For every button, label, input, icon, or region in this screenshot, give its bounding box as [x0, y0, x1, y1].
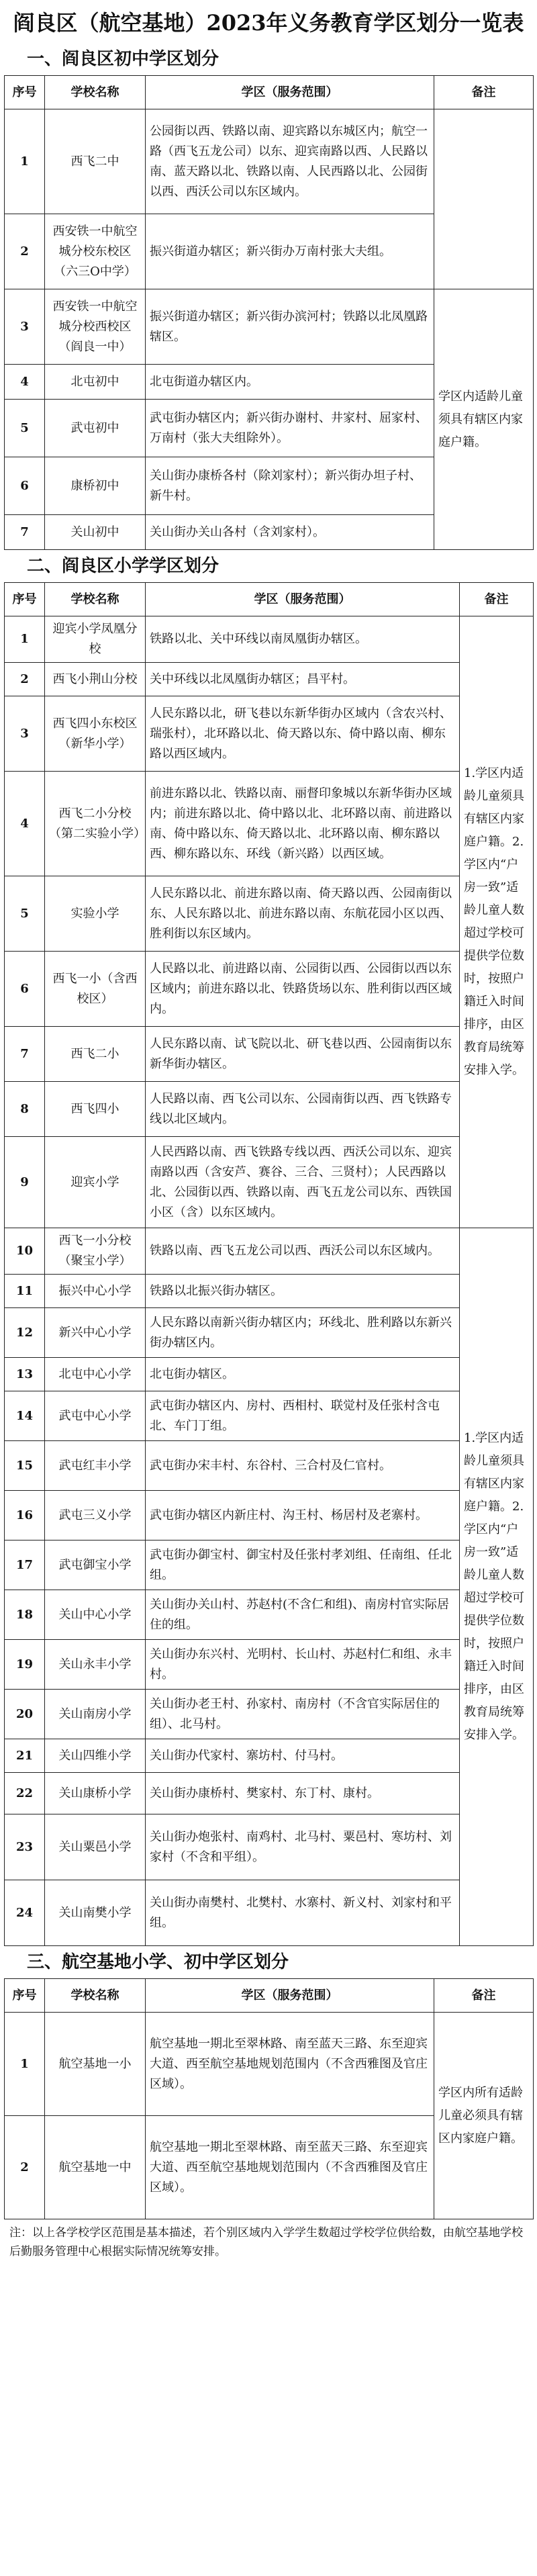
table-row [5, 2013, 534, 2116]
school-name: 西飞二小 [45, 1027, 146, 1082]
header-note: 备注 [460, 583, 534, 616]
row-number: 22 [5, 1773, 45, 1814]
note-text: 1.学区内适龄儿童须具有辖区内家庭户籍。2.学区内“户房一致”适龄儿童人数超过学校可提供学位数时，按照户籍迁入时间排序，由区教育局统筹安排入学。 [464, 766, 524, 1077]
school-name: 北屯中心小学 [45, 1358, 146, 1391]
table-row [5, 876, 534, 952]
school-name: 航空基地一小 [45, 2013, 146, 2116]
school-name: 康桥初中 [45, 457, 146, 515]
header-school: 学校名称 [45, 583, 146, 616]
school-name: 西安铁一中航空城分校西校区（阎良一中） [45, 289, 146, 365]
row-number: 6 [5, 952, 45, 1027]
service-range: 公园街以西、铁路以南、迎宾路以东城区内；航空一路（西飞五龙公司）以东、迎宾南路以西、人民路以南、蓝天路以北、铁路以南、人民西路以北、公园街以西、西沃公司以东区域内。 [146, 109, 434, 214]
school-name: 北屯初中 [45, 365, 146, 400]
header-range: 学区（服务范围） [146, 583, 460, 616]
row-number: 3 [5, 289, 45, 365]
table-row [5, 1590, 534, 1640]
school-name: 西飞四小 [45, 1082, 146, 1137]
table-middle-school [4, 75, 534, 550]
service-range: 人民路以北、前进路以南、公园街以西、公园街以西以东区域内；前进东路以北、铁路货场以东、胜利街以西区域内。 [146, 952, 460, 1027]
row-number: 18 [5, 1590, 45, 1640]
table-row [5, 616, 534, 663]
service-range: 关山街办代家村、寨坊村、付马村。 [146, 1739, 460, 1773]
note-cell [434, 109, 534, 289]
service-range: 武屯街办御宝村、御宝村及任张村孝刘组、任南组、任北组。 [146, 1540, 460, 1590]
school-name: 关山粟邑小学 [45, 1814, 146, 1880]
service-range: 武屯街办宋丰村、东谷村、三合村及仁官村。 [146, 1441, 460, 1491]
note-text: 1.学区内适龄儿童须具有辖区内家庭户籍。2.学区内“户房一致”适龄儿童人数超过学校可提供学位数时，按照户籍迁入时间排序，由区教育局统筹安排入学。 [464, 1431, 524, 1742]
school-name: 航空基地一中 [45, 2116, 146, 2219]
note-text: 学区内适龄儿童须具有辖区内家庭户籍。 [438, 389, 523, 449]
school-name: 关山康桥小学 [45, 1773, 146, 1814]
service-range: 武屯街办辖区内新庄村、沟王村、杨居村及老寨村。 [146, 1491, 460, 1540]
table-row [5, 1275, 534, 1308]
service-range: 人民东路以北、前进东路以南、倚天路以西、公园南街以东、人民东路以北、前进东路以南、东航花园小区以西、胜利街以东区域内。 [146, 876, 460, 952]
row-number: 2 [5, 214, 45, 289]
table-aviation-base [4, 1978, 534, 2219]
school-name: 迎宾小学 [45, 1137, 146, 1228]
service-range: 人民东路以南、试飞院以北、研飞巷以西、公园南街以东新华街办辖区。 [146, 1027, 460, 1082]
school-name: 武屯中心小学 [45, 1391, 146, 1441]
row-number: 1 [5, 2013, 45, 2116]
header-school: 学校名称 [45, 76, 146, 109]
service-range: 关山街办关山各村（含刘家村）。 [146, 515, 434, 550]
table-row [5, 1228, 534, 1275]
table-row [5, 1773, 534, 1814]
row-number: 6 [5, 457, 45, 515]
service-range: 前进东路以北、铁路以南、丽督印象城以东新华街办区域内；前进东路以北、倚中路以北、北环路以南、前进路以南、倚中路以东、倚天路以北、北环路以南、柳东路以西、柳东路以东、环线（新兴路）以西区域。 [146, 772, 460, 876]
service-range: 铁路以北振兴街办辖区。 [146, 1275, 460, 1308]
row-number: 1 [5, 109, 45, 214]
row-number: 1 [5, 616, 45, 663]
row-number: 7 [5, 1027, 45, 1082]
service-range: 北屯街道办辖区内。 [146, 365, 434, 400]
service-range: 关山街办关山村、苏赵村(不含仁和组)、南房村官实际居住的组。 [146, 1590, 460, 1640]
service-range: 关山街办东兴村、光明村、长山村、苏赵村仁和组、永丰村。 [146, 1640, 460, 1690]
header-note: 备注 [434, 1979, 534, 2013]
header-school: 学校名称 [45, 1979, 146, 2013]
row-number: 2 [5, 663, 45, 696]
row-number: 16 [5, 1491, 45, 1540]
service-range: 关山街办炮张村、南鸡村、北马村、粟邑村、寒坊村、刘家村（不含和平组）。 [146, 1814, 460, 1880]
school-name: 西飞小荆山分校 [45, 663, 146, 696]
section-title-aviation-base: 三、航空基地小学、初中学区划分 [27, 1952, 289, 1972]
school-name: 西安铁一中航空城分校东校区（六三O中学） [45, 214, 146, 289]
table-row [5, 1137, 534, 1228]
row-number: 20 [5, 1690, 45, 1739]
service-range: 人民西路以南、西飞铁路专线以西、西沃公司以东、迎宾南路以西（含安芦、赛谷、三合、三贤村）；人民西路以北、公园街以西、铁路以南、西飞五龙公司以东、西铁国小区（含）以东区域内。 [146, 1137, 460, 1228]
school-name: 关山永丰小学 [45, 1640, 146, 1690]
table-row [5, 1640, 534, 1690]
table-row [5, 1391, 534, 1441]
service-range: 北屯街办辖区。 [146, 1358, 460, 1391]
table-row [5, 1082, 534, 1137]
row-number: 7 [5, 515, 45, 550]
header-range: 学区（服务范围） [146, 76, 434, 109]
header-no: 序号 [5, 76, 45, 109]
service-range: 航空基地一期北至翠林路、南至蓝天三路、东至迎宾大道、西至航空基地规划范围内（不含西雅图及官庄区域）。 [146, 2013, 434, 2116]
row-number: 10 [5, 1228, 45, 1275]
note-cell [460, 1228, 534, 1946]
table-row [5, 772, 534, 876]
school-name: 西飞二小分校（第二实验小学） [45, 772, 146, 876]
school-name: 武屯红丰小学 [45, 1441, 146, 1491]
row-number: 4 [5, 365, 45, 400]
row-number: 12 [5, 1308, 45, 1358]
header-range: 学区（服务范围） [146, 1979, 434, 2013]
table-row [5, 1690, 534, 1739]
row-number: 21 [5, 1739, 45, 1773]
row-number: 8 [5, 1082, 45, 1137]
note-cell [434, 289, 534, 550]
header-note: 备注 [434, 76, 534, 109]
table-row [5, 1358, 534, 1391]
school-name: 关山初中 [45, 515, 146, 550]
table-row [5, 952, 534, 1027]
row-number: 9 [5, 1137, 45, 1228]
service-range: 武屯街办辖区内；新兴街办谢村、井家村、屈家村、万南村（张大夫组除外）。 [146, 400, 434, 457]
document-title: 阎良区（航空基地）2023年义务教育学区划分一览表 [13, 10, 524, 36]
table-row [5, 1814, 534, 1880]
service-range: 关山街办南樊村、北樊村、水寨村、新义村、刘家村和平组。 [146, 1880, 460, 1946]
table-row [5, 696, 534, 772]
school-name: 武屯御宝小学 [45, 1540, 146, 1590]
table-row [5, 109, 534, 214]
footnote: 注：以上各学校学区范围是基本描述，若个别区域内入学学生数超过学校学位供给数，由航空基地学校后勤服务管理中心根据实际情况统筹安排。 [9, 2226, 523, 2258]
school-name: 新兴中心小学 [45, 1308, 146, 1358]
note-cell [460, 616, 534, 1228]
school-name: 西飞一小分校（聚宝小学） [45, 1228, 146, 1275]
service-range: 关中环线以北凤凰街办辖区；昌平村。 [146, 663, 460, 696]
service-range: 关山街办康桥村、樊家村、东丁村、康村。 [146, 1773, 460, 1814]
row-number: 24 [5, 1880, 45, 1946]
row-number: 19 [5, 1640, 45, 1690]
table-row [5, 1027, 534, 1082]
service-range: 人民东路以北，研飞巷以东新华街办区域内（含农兴村、瑞张村），北环路以北、倚天路以东、倚中路以南、柳东路以西区域内。 [146, 696, 460, 772]
school-name: 关山四维小学 [45, 1739, 146, 1773]
section-title-middle-school: 一、阎良区初中学区划分 [27, 49, 219, 69]
service-range: 武屯街办辖区内、房村、西相村、联觉村及任张村含屯北、车门丁组。 [146, 1391, 460, 1441]
service-range: 人民路以南、西飞公司以东、公园南街以西、西飞铁路专线以北区域内。 [146, 1082, 460, 1137]
table-row [5, 1880, 534, 1946]
section-title-primary-school: 二、阎良区小学学区划分 [27, 556, 219, 576]
table-row [5, 1540, 534, 1590]
row-number: 4 [5, 772, 45, 876]
row-number: 5 [5, 400, 45, 457]
service-range: 人民东路以南新兴街办辖区内；环线北、胜利路以东新兴街办辖区内。 [146, 1308, 460, 1358]
header-no: 序号 [5, 1979, 45, 2013]
row-number: 23 [5, 1814, 45, 1880]
service-range: 铁路以南、西飞五龙公司以西、西沃公司以东区域内。 [146, 1228, 460, 1275]
school-name: 迎宾小学凤凰分校 [45, 616, 146, 663]
row-number: 3 [5, 696, 45, 772]
row-number: 17 [5, 1540, 45, 1590]
school-name: 关山中心小学 [45, 1590, 146, 1640]
service-range: 振兴街道办辖区；新兴街办万南村张大夫组。 [146, 214, 434, 289]
note-cell [434, 2013, 534, 2219]
table-row [5, 289, 534, 365]
school-name: 西飞四小东校区（新华小学） [45, 696, 146, 772]
school-name: 武屯初中 [45, 400, 146, 457]
service-range: 铁路以北、关中环线以南凤凰街办辖区。 [146, 616, 460, 663]
row-number: 11 [5, 1275, 45, 1308]
school-name: 关山南樊小学 [45, 1880, 146, 1946]
table-row [5, 1308, 534, 1358]
school-name: 武屯三义小学 [45, 1491, 146, 1540]
row-number: 15 [5, 1441, 45, 1491]
school-name: 关山南房小学 [45, 1690, 146, 1739]
row-number: 13 [5, 1358, 45, 1391]
school-name: 振兴中心小学 [45, 1275, 146, 1308]
school-name: 实验小学 [45, 876, 146, 952]
row-number: 5 [5, 876, 45, 952]
school-name: 西飞二中 [45, 109, 146, 214]
table-row [5, 1441, 534, 1491]
row-number: 14 [5, 1391, 45, 1441]
service-range: 振兴街道办辖区；新兴街办滨河村；铁路以北凤凰路辖区。 [146, 289, 434, 365]
row-number: 2 [5, 2116, 45, 2219]
header-no: 序号 [5, 583, 45, 616]
table-row [5, 663, 534, 696]
note-text: 学区内所有适龄儿童必须具有辖区内家庭户籍。 [438, 2085, 523, 2146]
service-range: 航空基地一期北至翠林路、南至蓝天三路、东至迎宾大道、西至航空基地规划范围内（不含西雅图及官庄区域）。 [146, 2116, 434, 2219]
table-primary-school [4, 582, 534, 1946]
table-row [5, 1739, 534, 1773]
school-name: 西飞一小（含西校区） [45, 952, 146, 1027]
table-row [5, 1491, 534, 1540]
service-range: 关山街办康桥各村（除刘家村）；新兴街办坦子村、新牛村。 [146, 457, 434, 515]
page [0, 3, 537, 2261]
service-range: 关山街办老王村、孙家村、南房村（不含官实际居住的组）、北马村。 [146, 1690, 460, 1739]
